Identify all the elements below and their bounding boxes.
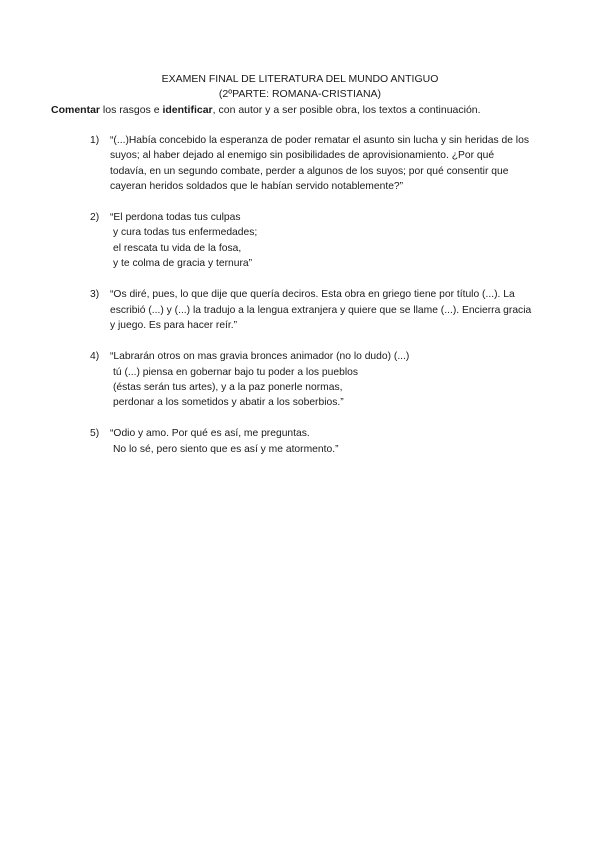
title-line-2: (2ºPARTE: ROMANA-CRISTIANA): [218, 88, 382, 100]
text-item-4: [90, 349, 570, 410]
item-line: “Os diré, pues, lo que dije que quería deciros. Esta obra en griego tiene por título (...). La: [110, 289, 515, 301]
text-list: [90, 133, 570, 473]
text-item-5: [90, 426, 570, 457]
exam-title: [0, 72, 600, 102]
item-line: No lo sé, pero siento que es así y me atormento.”: [113, 443, 339, 455]
item-line: todavía, en un segundo combate, perder a algunos de los suyos; por qué consentir que: [110, 165, 509, 177]
instruction-bold-identificar: identificar: [162, 104, 213, 116]
text-item-3: [90, 287, 570, 333]
item-number: 3): [90, 289, 100, 301]
item-number: 1): [90, 135, 100, 146]
instructions: [51, 103, 571, 118]
item-line: perdonar a los sometidos y abatir a los soberbios.”: [113, 397, 344, 409]
text-item-1: [90, 133, 570, 194]
item-line: y te colma de gracia y ternura”: [113, 258, 253, 270]
item-line: suyos; al haber dejado al enemigo sin posibilidades de aprovisionamiento. ¿Por qué: [110, 150, 495, 162]
item-line: escribió (...) y (...) la tradujo a la lengua extranjera y quiere que se llame (...). Encierra gracia: [110, 304, 532, 316]
item-number: 2): [90, 212, 100, 224]
item-line: y cura todas tus enfermedades;: [113, 227, 258, 239]
item-line: cayeran heridos soldados que le habían servido notablemente?”: [110, 180, 404, 192]
item-line: (éstas serán tus artes), y a la paz ponerle normas,: [113, 381, 343, 393]
item-line: “El perdona todas tus culpas: [110, 212, 241, 224]
item-line: “(...)Había concebido la esperanza de poder rematar el asunto sin lucha y sin heridas de los: [110, 135, 529, 146]
text-item-2: [90, 210, 570, 271]
instruction-bold-comentar: Comentar: [51, 104, 101, 116]
item-number: 4): [90, 351, 100, 363]
item-line: “Odio y amo. Por qué es así, me preguntas.: [110, 428, 310, 440]
instruction-text-2: , con autor y a ser posible obra, los textos a continuación.: [212, 104, 481, 116]
item-line: “Labrarán otros on mas gravia bronces animador (no lo dudo) (...): [110, 351, 410, 363]
instruction-text-1: los rasgos e: [100, 104, 163, 116]
title-line-1: EXAMEN FINAL DE LITERATURA DEL MUNDO ANTIGUO: [161, 73, 439, 85]
item-line: tú (...) piensa en gobernar bajo tu poder a los pueblos: [113, 366, 358, 378]
item-number: 5): [90, 428, 100, 440]
item-line: el rescata tu vida de la fosa,: [113, 242, 242, 254]
item-line: y juego. Es para hacer reír.”: [110, 319, 238, 331]
